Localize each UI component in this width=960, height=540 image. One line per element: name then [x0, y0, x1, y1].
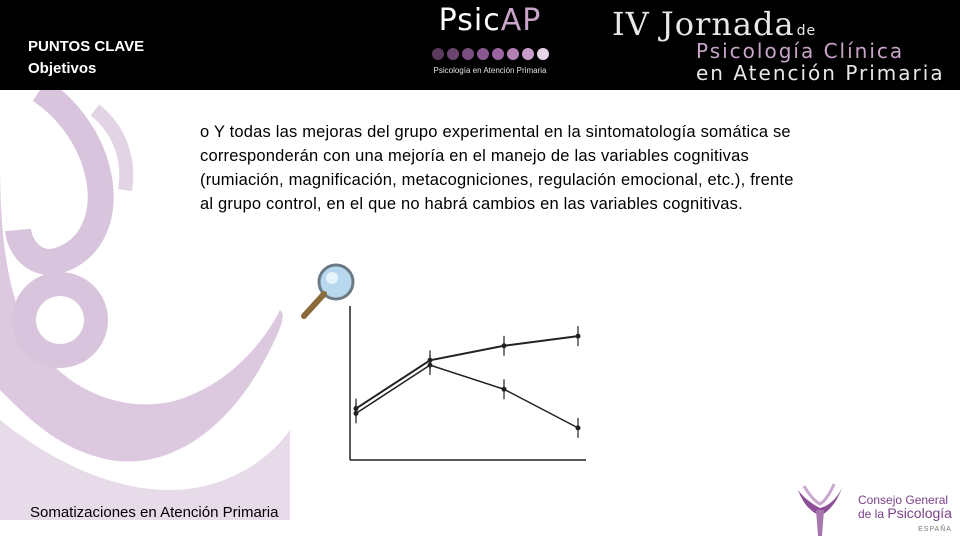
event-title-de: de — [796, 23, 817, 39]
cop-logo-line2 — [858, 507, 952, 521]
event-subtitle-1: Psicología Clínica — [696, 39, 905, 63]
logo-dot — [462, 48, 474, 60]
psicap-subtitle: Psicología en Atención Primaria — [433, 66, 547, 75]
logo-dot — [507, 48, 519, 60]
logo-dot — [477, 48, 489, 60]
psicap-wordmark-b: AP — [500, 3, 542, 38]
cop-logo-line2a: de la — [858, 507, 888, 521]
series-line-1 — [356, 336, 578, 408]
cop-logo-line3: ESPAÑA — [918, 526, 952, 533]
psicap-wordmark — [400, 2, 580, 40]
cop-logo-text — [858, 494, 952, 536]
psicap-dots — [400, 48, 580, 60]
bullet-marker: o — [200, 123, 210, 141]
event-logo — [612, 6, 952, 86]
logo-dot — [432, 48, 444, 60]
results-chart — [296, 252, 676, 502]
section-heading — [28, 36, 144, 80]
main-paragraph — [200, 120, 800, 216]
cop-logo-line2b: Psicología — [887, 505, 952, 521]
logo-dot — [447, 48, 459, 60]
psicap-logo — [400, 2, 580, 88]
footer-title: Somatizaciones en Atención Primaria — [30, 504, 279, 521]
logo-dot — [522, 48, 534, 60]
section-title: PUNTOS CLAVE — [28, 38, 145, 55]
series-line-2 — [356, 365, 578, 428]
logo-dot — [492, 48, 504, 60]
subsection-title: Objetivos — [28, 60, 97, 77]
logo-dot — [537, 48, 549, 60]
cop-logo-line1: Consejo General — [858, 493, 949, 507]
event-subtitle-2: en Atención Primaria — [696, 61, 945, 85]
magnifier-icon — [304, 265, 353, 316]
event-title-main: IV Jornada — [612, 5, 795, 43]
header-bar — [0, 0, 960, 90]
main-text: Y todas las mejoras del grupo experimental en la sintomatología somática se corresponderán con una mejoría en el manejo de las variables cognitivas (rumiación, magnificación, metacogniciones, regulación emocional, etc.), frente al grupo control, en el que no habrá cambios en las variables cognitivas. — [200, 123, 794, 213]
psicap-wordmark-a: Psic — [438, 3, 501, 38]
